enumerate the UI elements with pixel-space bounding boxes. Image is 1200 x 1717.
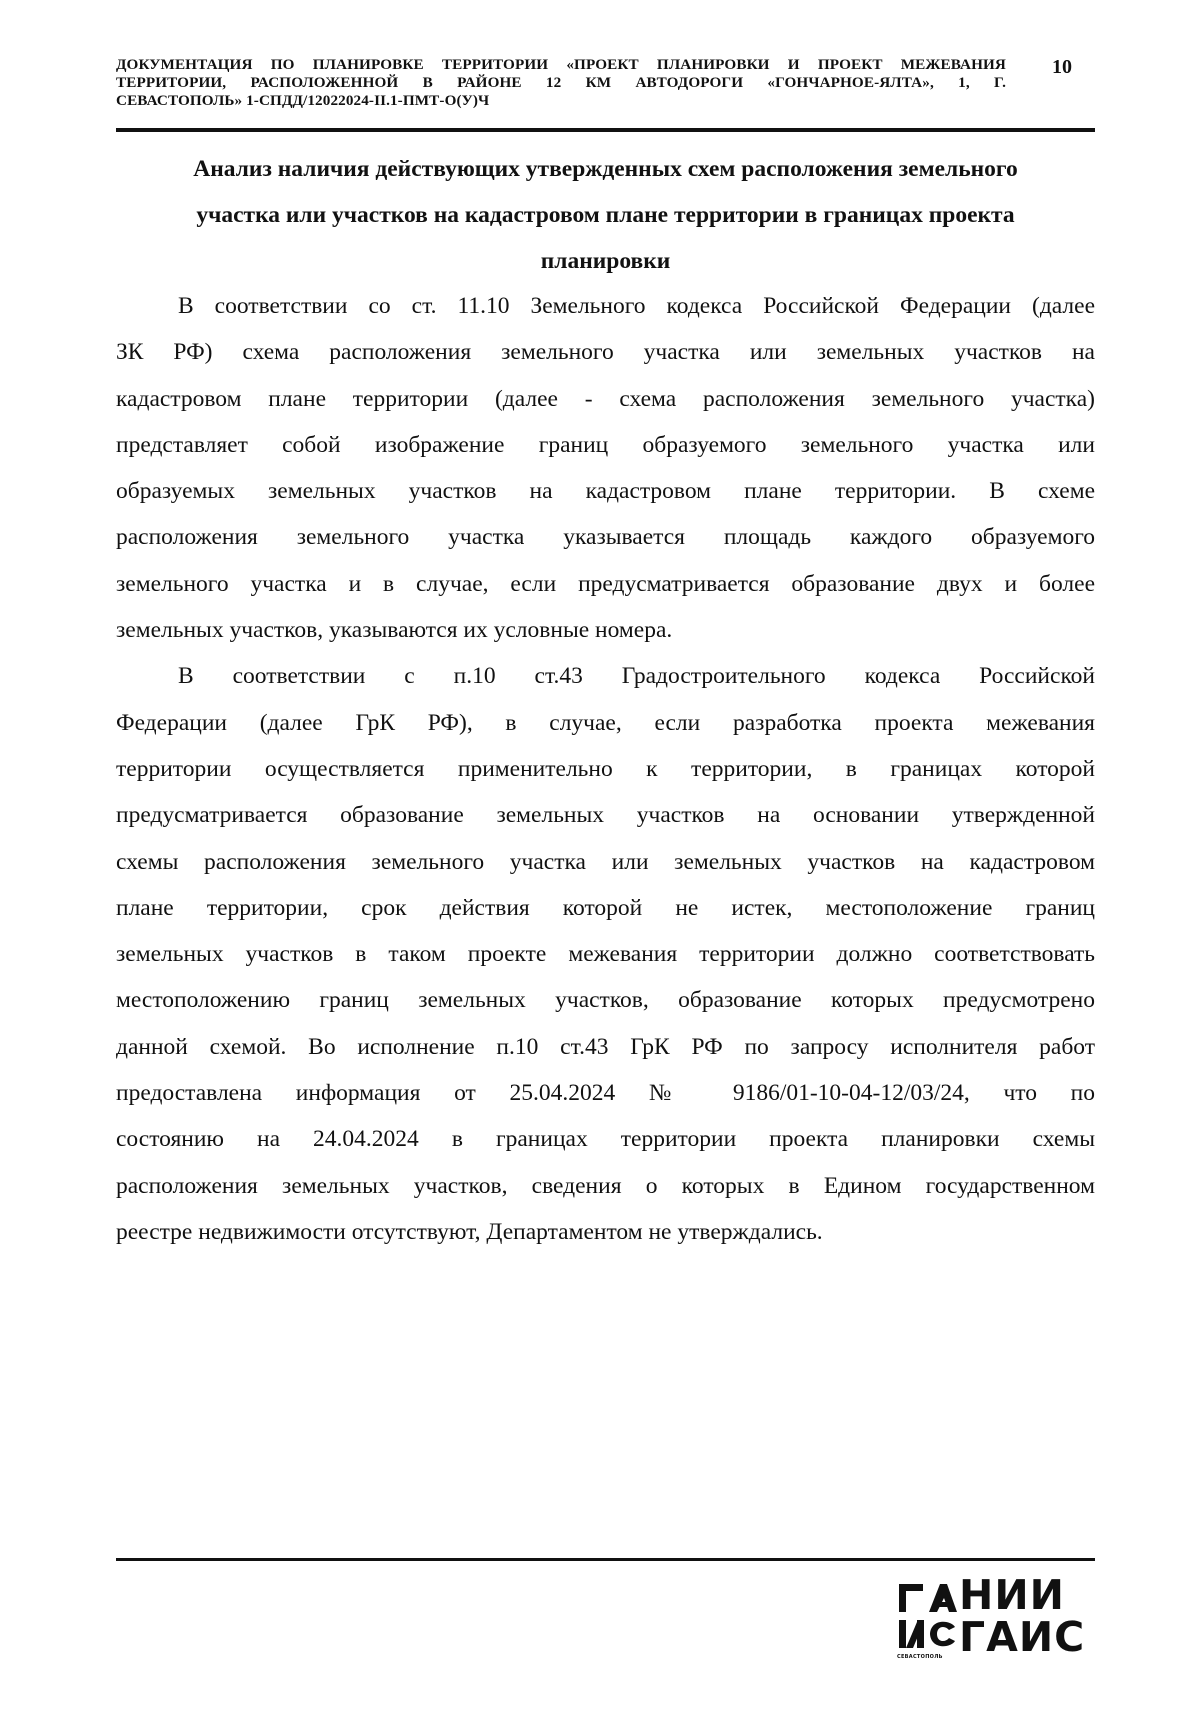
paragraph-2-line: земельных участков в таком проекте межевания территории должно соответствовать (116, 941, 1095, 968)
paragraph-1 (116, 283, 1095, 653)
paragraph-1-line: кадастровом плане территории (далее - схема расположения земельного участка) (116, 385, 1095, 412)
paragraph-2-line: расположения земельных участков, сведения о которых в Едином государственном (116, 1172, 1095, 1199)
paragraph-1-line: представляет собой изображение границ образуемого земельного участка или (116, 431, 1095, 458)
paragraph-2 (116, 653, 1095, 1255)
paragraph-1-line: земельных участков, указываются их условные номера. (116, 617, 673, 644)
paragraph-1-line: ЗК РФ) схема расположения земельного участка или земельных участков на (116, 339, 1095, 366)
header-divider (116, 128, 1095, 132)
logo-mark-icon (897, 1582, 957, 1654)
paragraph-2-line: местоположению границ земельных участков, образование которых предусмотрено (116, 987, 1095, 1014)
title-line-3: планировки (540, 248, 671, 274)
paragraph-2-line: предусматривается образование земельных участков на основании утвержденной (116, 802, 1095, 829)
paragraph-2-line: предоставлена информация от 25.04.2024 № 9186/01-10-04-12/03/24, что по (116, 1080, 1095, 1107)
logo-text-line-1: НИИ (959, 1571, 1065, 1619)
logo-text-line-2: ГАИС (959, 1613, 1086, 1661)
logo-caption: СЕВАСТОПОЛЬ (897, 1654, 943, 1660)
paragraph-2-line: территории осуществляется применительно к территории, в границах которой (116, 755, 1095, 782)
paragraph-2-line: плане территории, срок действия которой не истек, местоположение границ (116, 894, 1095, 921)
title-line-1: Анализ наличия действующих утвержденных схем расположения земельного (193, 156, 1018, 182)
footer-divider (116, 1558, 1095, 1561)
header-line-1: ДОКУМЕНТАЦИЯ ПО ПЛАНИРОВКЕ ТЕРРИТОРИИ «ПРОЕКТ ПЛАНИРОВКИ И ПРОЕКТ МЕЖЕВАНИЯ (116, 56, 1006, 73)
paragraph-1-line: В соответствии со ст. 11.10 Земельного кодекса Российской Федерации (далее (178, 293, 1095, 319)
header-line-2: ТЕРРИТОРИИ, РАСПОЛОЖЕННОЙ В РАЙОНЕ 12 КМ АВТОДОРОГИ «ГОНЧАРНОЕ-ЯЛТА», 1, Г. (116, 74, 1006, 91)
paragraph-2-line: В соответствии с п.10 ст.43 Градостроительного кодекса Российской (178, 663, 1095, 690)
paragraph-2-line: состоянию на 24.04.2024 в границах территории проекта планировки схемы (116, 1126, 1095, 1153)
paragraph-2-line: данной схемой. Во исполнение п.10 ст.43 ГрК РФ по запросу исполнителя работ (116, 1033, 1095, 1060)
paragraph-1-line: расположения земельного участка указывается площадь каждого образуемого (116, 524, 1095, 551)
logo-text (959, 1571, 1086, 1661)
paragraph-2-line: схемы расположения земельного участка или земельных участков на кадастровом (116, 848, 1095, 875)
title-line-2: участка или участков на кадастровом плане территории в границах проекта (196, 202, 1015, 228)
paragraph-1-line: образуемых земельных участков на кадастровом плане территории. В схеме (116, 478, 1095, 505)
header-line-3: СЕВАСТОПОЛЬ» 1-СПДД/12022024-II.1-ПМТ-О(У)Ч (116, 92, 490, 109)
document-header (116, 56, 1006, 110)
section-title (116, 146, 1095, 284)
body-text (116, 283, 1095, 1255)
paragraph-1-line: земельного участка и в случае, если предусматривается образование двух и более (116, 570, 1095, 597)
paragraph-2-line: реестре недвижимости отсутствуют, Департаментом не утверждались. (116, 1218, 823, 1245)
paragraph-2-line: Федерации (далее ГрК РФ), в случае, если разработка проекта межевания (116, 709, 1095, 736)
company-logo (897, 1571, 1097, 1664)
page-number: 10 (1052, 56, 1072, 78)
